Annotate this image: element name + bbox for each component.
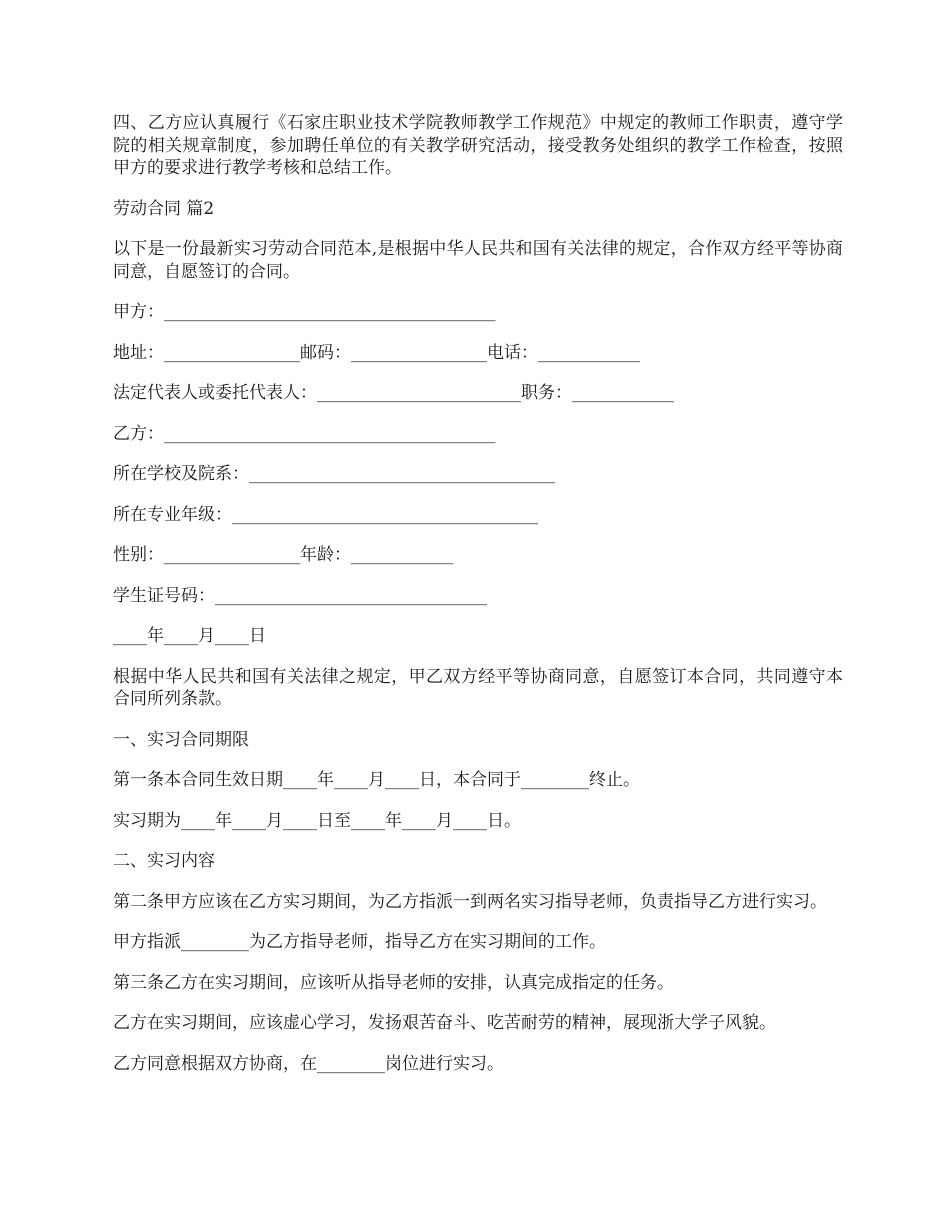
mentor-assignment: 甲方指派________为乙方指导老师，指导乙方在实习期间的工作。 [113, 932, 606, 952]
date-field: ____年____月____日 [113, 626, 266, 646]
document-page [113, 112, 843, 1093]
agreement-paragraph: 根据中华人民共和国有关法律之规定，甲乙双方经平等协商同意，自愿签订本合同，共同遵守本合同所列条款。 [113, 666, 843, 709]
party-a-field: 甲方：_______________________________________ [113, 302, 496, 322]
address-field: 地址：________________邮码：________________电话：____________ [113, 342, 640, 363]
heading-contract-term: 一、实习合同期限 [113, 729, 249, 750]
internship-period: 实习期为____年____月____日至____年____月____日。 [113, 810, 521, 831]
major-field: 所在专业年级：____________________________________ [113, 504, 538, 525]
article-one: 第一条本合同生效日期____年____月____日，本合同于________终止。 [113, 770, 640, 790]
heading-internship-content: 二、实习内容 [113, 851, 215, 871]
intro-paragraph: 以下是一份最新实习劳动合同范本,是根据中华人民共和国有关法律的规定，合作双方经平等协商同意，自愿签订的合同。 [113, 239, 843, 282]
section-title: 劳动合同 篇2 [113, 198, 215, 219]
position-agreement: 乙方同意根据双方协商，在________岗位进行实习。 [113, 1053, 504, 1074]
student-id-field: 学生证号码：________________________________ [113, 585, 487, 606]
gender-age-field: 性别：________________年龄：____________ [113, 545, 453, 565]
party-b-field: 乙方：_______________________________________ [113, 423, 496, 444]
representative-field: 法定代表人或委托代表人：________________________职务：____________ [113, 383, 674, 403]
article-two: 第二条甲方应该在乙方实习期间，为乙方指派一到两名实习指导老师，负责指导乙方进行实习。 [113, 891, 827, 912]
school-field: 所在学校及院系：____________________________________ [113, 464, 555, 484]
learning-attitude: 乙方在实习期间，应该虚心学习，发扬艰苦奋斗、吃苦耐劳的精神，展现浙大学子风貌。 [113, 1013, 776, 1033]
clause-four-paragraph: 四、乙方应认真履行《石家庄职业技术学院教师教学工作规范》中规定的教师工作职责，遵守学院的相关规章制度，参加聘任单位的有关教学研究活动，接受教务处组织的教学工作检查，按照甲方的要求进行教学考核和总结工作。 [113, 113, 843, 178]
article-three: 第三条乙方在实习期间，应该听从指导老师的安排，认真完成指定的任务。 [113, 972, 674, 993]
